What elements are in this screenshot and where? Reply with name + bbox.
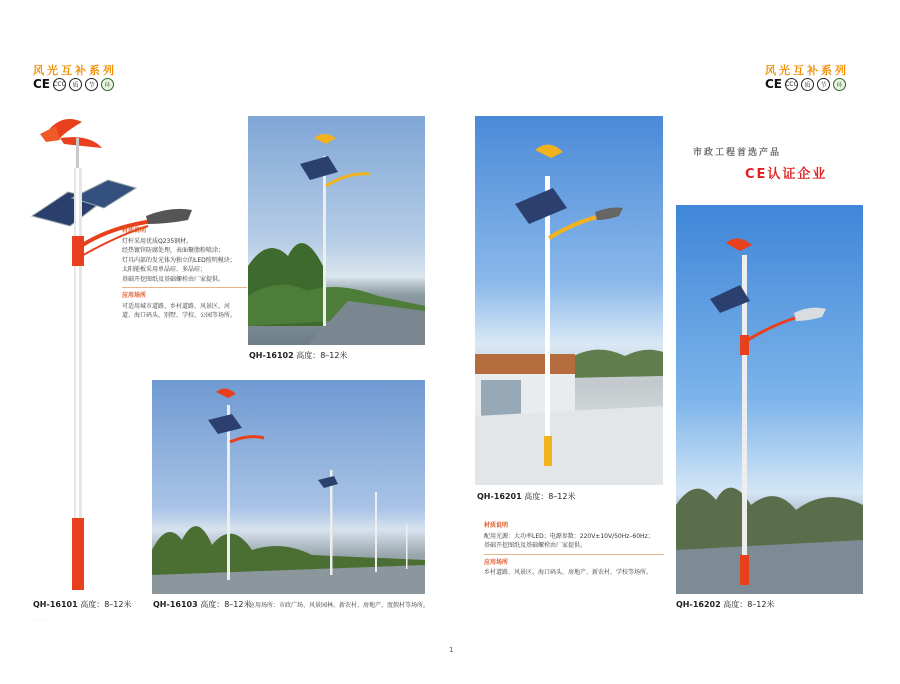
height-value: 8–12米: [224, 600, 252, 609]
product-id: QH-16103: [153, 600, 198, 609]
spec-block-right: [484, 521, 664, 578]
slogan-grey: 市政工程首选产品: [693, 148, 782, 158]
material-line: 灯具内部的发光体为独立的LED照明模块；: [122, 256, 236, 264]
ccc-mark-icon: CCC: [53, 78, 66, 91]
height-value: 8–12米: [747, 600, 775, 609]
caption-qh16201: [477, 491, 575, 502]
material-line: 基础开挖图纸及基础螺栓由厂家提供。: [484, 542, 587, 549]
slogan-red: CE认证企业: [745, 167, 828, 182]
usage-heading: 应用场所: [122, 292, 147, 299]
usage-line: 乡村道路、风景区、海口码头、房地产、新农村、学校等场所。: [484, 569, 653, 576]
product-id: QH-16102: [249, 351, 294, 360]
material-line: 基础开挖图纸及基础螺栓由厂家提供。: [122, 275, 225, 283]
cert-logos-right: [765, 77, 846, 91]
usage-footer-left: 应用场所：市政广场、风景园林、新农村、房地产、度假村等场所。: [249, 602, 430, 609]
quality-mark-icon: 质: [801, 78, 814, 91]
energy-mark-icon: 节: [817, 78, 830, 91]
photo-qh16202: [676, 205, 863, 594]
material-line: 经热镀锌防腐处理，表面聚脂粉喷涂；: [122, 247, 225, 254]
caption-qh16103: [153, 599, 251, 610]
divider: [122, 287, 247, 288]
eco-mark-icon: 环: [101, 78, 114, 91]
ce-mark-icon: CE: [765, 77, 783, 91]
material-heading: 材质说明: [484, 522, 509, 529]
eco-mark-icon: 环: [833, 78, 846, 91]
caption-qh16101: [33, 599, 131, 610]
height-label: 高度：: [524, 492, 549, 501]
usage-heading: 应用场所: [484, 558, 509, 566]
photo-qh16102: [248, 116, 425, 345]
height-value: 8–12米: [548, 492, 576, 501]
quality-mark-icon: 质: [69, 78, 82, 91]
photo-qh16201: [475, 116, 663, 485]
material-line: 配用光源：大功率LED；电源参数：220V±10V/50Hz–60Hz；: [484, 532, 654, 540]
product-id: QH-16202: [676, 600, 721, 609]
height-label: 高度：: [200, 600, 225, 609]
ccc-mark-icon: CCC: [785, 78, 798, 91]
spec-block-left: [122, 226, 247, 321]
energy-mark-icon: 节: [85, 78, 98, 91]
height-label: 高度：: [296, 351, 321, 360]
series-title-right: 风光互补系列: [765, 64, 849, 77]
caption-qh16102: [249, 350, 347, 361]
height-label: 高度：: [723, 600, 748, 609]
height-value: 8–12米: [104, 600, 132, 609]
product-id: QH-16101: [33, 600, 78, 609]
caption-qh16202: [676, 599, 774, 610]
series-title: 风光互补系列: [33, 64, 117, 77]
photo-qh16103: [152, 380, 425, 594]
ce-mark-icon: CE: [33, 77, 51, 91]
cert-logos: [33, 77, 114, 91]
usage-line: 道、海口码头、别墅、学校、公园等场所。: [122, 312, 237, 319]
material-line: 太阳能板采用单晶硅、多晶硅；: [122, 266, 207, 273]
material-line: 灯杆采用优质Q235钢材。: [122, 237, 193, 245]
page-number: 1: [449, 646, 454, 654]
usage-line: 可适用城市道路、乡村道路、风景区、河: [122, 302, 231, 310]
divider: [484, 554, 664, 555]
product-id: QH-16201: [477, 492, 522, 501]
material-heading: 材质说明: [122, 227, 147, 234]
height-label: 高度：: [80, 600, 105, 609]
faint-mark: · · ·: [35, 617, 45, 624]
height-value: 8–12米: [320, 351, 348, 360]
